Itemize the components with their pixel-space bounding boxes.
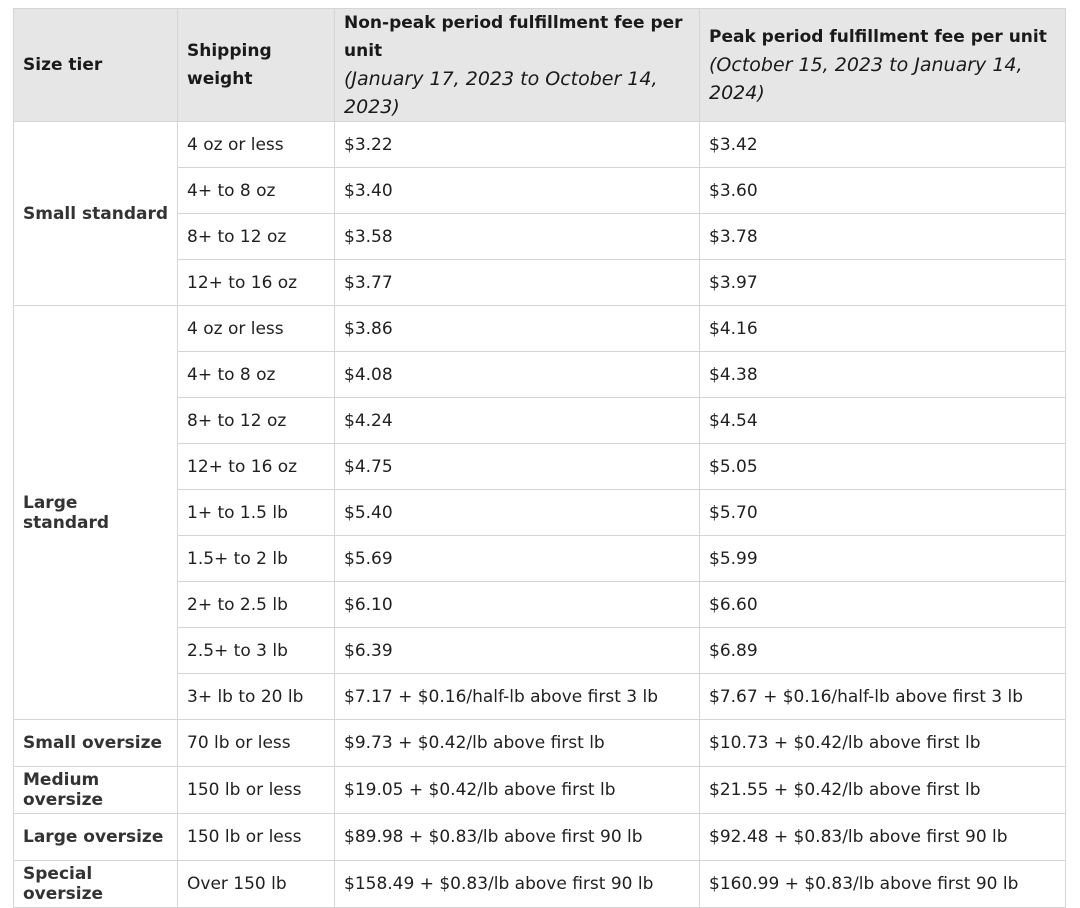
shipping-weight-cell: 1+ to 1.5 lb: [178, 490, 335, 536]
header-non-peak: [335, 9, 700, 122]
peak-fee-cell: $5.99: [700, 536, 1066, 582]
peak-fee-cell: $10.73 + $0.42/lb above first lb: [700, 720, 1066, 767]
size-tier-cell: Special oversize: [14, 861, 178, 908]
peak-fee-cell: $7.67 + $0.16/half-lb above first 3 lb: [700, 674, 1066, 720]
shipping-weight-cell: 70 lb or less: [178, 720, 335, 767]
shipping-weight-cell: 1.5+ to 2 lb: [178, 536, 335, 582]
peak-fee-cell: $92.48 + $0.83/lb above first 90 lb: [700, 814, 1066, 861]
peak-fee-cell: $5.70: [700, 490, 1066, 536]
header-peak: [700, 9, 1066, 122]
header-size-tier: Size tier: [14, 9, 178, 122]
shipping-weight-cell: 3+ lb to 20 lb: [178, 674, 335, 720]
peak-fee-cell: $4.16: [700, 306, 1066, 352]
table-row: [14, 306, 1066, 352]
non-peak-fee-cell: $5.69: [335, 536, 700, 582]
header-peak-title: Peak period fulfillment fee per unit: [709, 27, 1047, 47]
header-peak-period: (October 15, 2023 to January 14, 2024): [709, 54, 1023, 104]
table-row: [14, 861, 1066, 908]
non-peak-fee-cell: $3.86: [335, 306, 700, 352]
size-tier-cell: Large oversize: [14, 814, 178, 861]
header-row: [14, 9, 1066, 122]
shipping-weight-cell: 150 lb or less: [178, 767, 335, 814]
shipping-weight-cell: 4 oz or less: [178, 306, 335, 352]
size-tier-cell: Small standard: [14, 122, 178, 306]
non-peak-fee-cell: $3.58: [335, 214, 700, 260]
peak-fee-cell: $3.97: [700, 260, 1066, 306]
size-tier-cell: Medium oversize: [14, 767, 178, 814]
non-peak-fee-cell: $7.17 + $0.16/half-lb above first 3 lb: [335, 674, 700, 720]
shipping-weight-cell: 2+ to 2.5 lb: [178, 582, 335, 628]
non-peak-fee-cell: $4.75: [335, 444, 700, 490]
table-row: [14, 767, 1066, 814]
peak-fee-cell: $21.55 + $0.42/lb above first lb: [700, 767, 1066, 814]
peak-fee-cell: $3.60: [700, 168, 1066, 214]
non-peak-fee-cell: $6.10: [335, 582, 700, 628]
shipping-weight-cell: 4+ to 8 oz: [178, 352, 335, 398]
peak-fee-cell: $3.78: [700, 214, 1066, 260]
peak-fee-cell: $6.60: [700, 582, 1066, 628]
table-row: [14, 122, 1066, 168]
non-peak-fee-cell: $6.39: [335, 628, 700, 674]
fulfillment-fee-table: [13, 8, 1066, 908]
non-peak-fee-cell: $3.77: [335, 260, 700, 306]
non-peak-fee-cell: $158.49 + $0.83/lb above first 90 lb: [335, 861, 700, 908]
non-peak-fee-cell: $4.08: [335, 352, 700, 398]
size-tier-cell: Small oversize: [14, 720, 178, 767]
shipping-weight-cell: 12+ to 16 oz: [178, 260, 335, 306]
table-row: [14, 720, 1066, 767]
size-tier-cell: Large standard: [14, 306, 178, 720]
shipping-weight-cell: 8+ to 12 oz: [178, 398, 335, 444]
header-non-peak-period: (January 17, 2023 to October 14, 2023): [344, 68, 658, 118]
shipping-weight-cell: 8+ to 12 oz: [178, 214, 335, 260]
shipping-weight-cell: 4+ to 8 oz: [178, 168, 335, 214]
non-peak-fee-cell: $4.24: [335, 398, 700, 444]
peak-fee-cell: $4.38: [700, 352, 1066, 398]
non-peak-fee-cell: $9.73 + $0.42/lb above first lb: [335, 720, 700, 767]
non-peak-fee-cell: $5.40: [335, 490, 700, 536]
peak-fee-cell: $6.89: [700, 628, 1066, 674]
peak-fee-cell: $5.05: [700, 444, 1066, 490]
shipping-weight-cell: 2.5+ to 3 lb: [178, 628, 335, 674]
fee-table-body: [14, 122, 1066, 908]
peak-fee-cell: $4.54: [700, 398, 1066, 444]
header-shipping-weight: Shipping weight: [178, 9, 335, 122]
non-peak-fee-cell: $3.22: [335, 122, 700, 168]
non-peak-fee-cell: $3.40: [335, 168, 700, 214]
peak-fee-cell: $3.42: [700, 122, 1066, 168]
shipping-weight-cell: 150 lb or less: [178, 814, 335, 861]
shipping-weight-cell: 12+ to 16 oz: [178, 444, 335, 490]
non-peak-fee-cell: $89.98 + $0.83/lb above first 90 lb: [335, 814, 700, 861]
non-peak-fee-cell: $19.05 + $0.42/lb above first lb: [335, 767, 700, 814]
shipping-weight-cell: 4 oz or less: [178, 122, 335, 168]
shipping-weight-cell: Over 150 lb: [178, 861, 335, 908]
header-non-peak-title: Non-peak period fulfillment fee per unit: [344, 13, 683, 61]
table-row: [14, 814, 1066, 861]
peak-fee-cell: $160.99 + $0.83/lb above first 90 lb: [700, 861, 1066, 908]
